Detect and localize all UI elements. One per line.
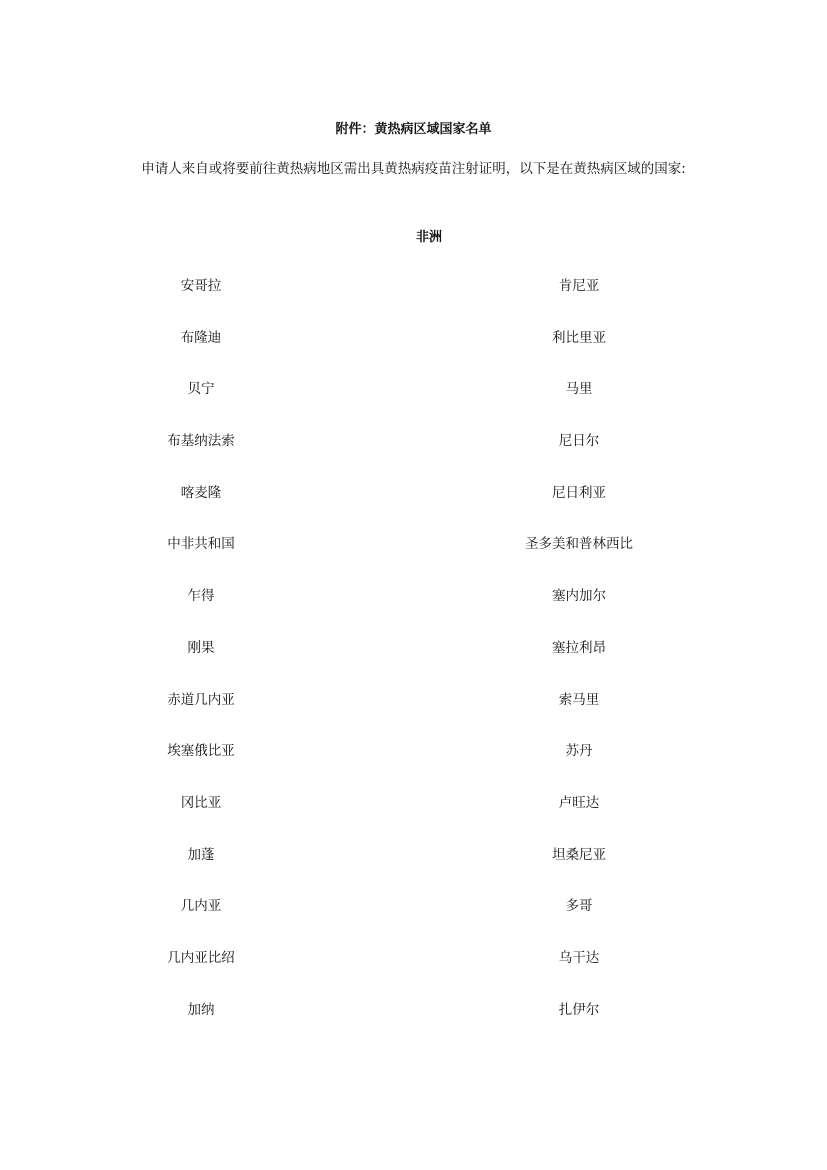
intro-paragraph: 申请人来自或将要前往黄热病地区需出具黄热病疫苗注射证明，以下是在黄热病区域的国家: [141,161,686,177]
country-row [0,948,827,1000]
country-row [0,690,827,742]
country-name: 扎伊尔 [558,1001,600,1018]
country-row [0,483,827,535]
country-row [0,586,827,638]
region-heading: 非洲 [415,230,442,245]
country-name: 加纳 [187,1001,215,1018]
country-row [0,741,827,793]
document-title: 附件：黄热病区域国家名单 [335,122,492,137]
country-row [0,896,827,948]
country-name: 埃塞俄比亚 [167,743,235,760]
country-name: 卢旺达 [558,794,600,811]
country-name: 喀麦隆 [180,484,222,501]
country-name: 贝宁 [187,381,215,398]
country-name: 布隆迪 [180,329,222,346]
country-name: 乍得 [187,588,215,605]
country-name: 冈比亚 [180,794,222,811]
country-name: 多哥 [565,898,593,915]
country-name: 刚果 [187,639,215,656]
country-name: 布基纳法索 [167,433,235,450]
country-name: 苏丹 [565,743,593,760]
country-name: 加蓬 [187,846,215,863]
country-list [0,276,827,1051]
country-name: 几内亚比绍 [167,949,235,966]
country-name: 尼日利亚 [552,484,606,501]
country-name: 尼日尔 [558,433,600,450]
country-name: 安哥拉 [180,278,222,294]
country-name: 圣多美和普林西比 [525,536,633,553]
country-name: 几内亚 [180,898,222,915]
country-row [0,1000,827,1052]
country-name: 坦桑尼亚 [552,846,606,863]
country-name: 乌干达 [558,949,600,966]
country-name: 塞内加尔 [552,588,606,605]
country-name: 肯尼亚 [558,278,600,294]
country-name: 赤道几内亚 [167,691,235,708]
country-name: 索马里 [558,691,600,708]
country-name: 中非共和国 [167,536,235,553]
country-row [0,638,827,690]
country-name: 塞拉利昂 [552,639,606,656]
country-row [0,431,827,483]
country-row [0,534,827,586]
country-row [0,379,827,431]
country-row [0,328,827,380]
country-row [0,845,827,897]
country-row [0,276,827,328]
country-row [0,793,827,845]
country-name: 利比里亚 [552,329,606,346]
country-name: 马里 [565,381,593,398]
